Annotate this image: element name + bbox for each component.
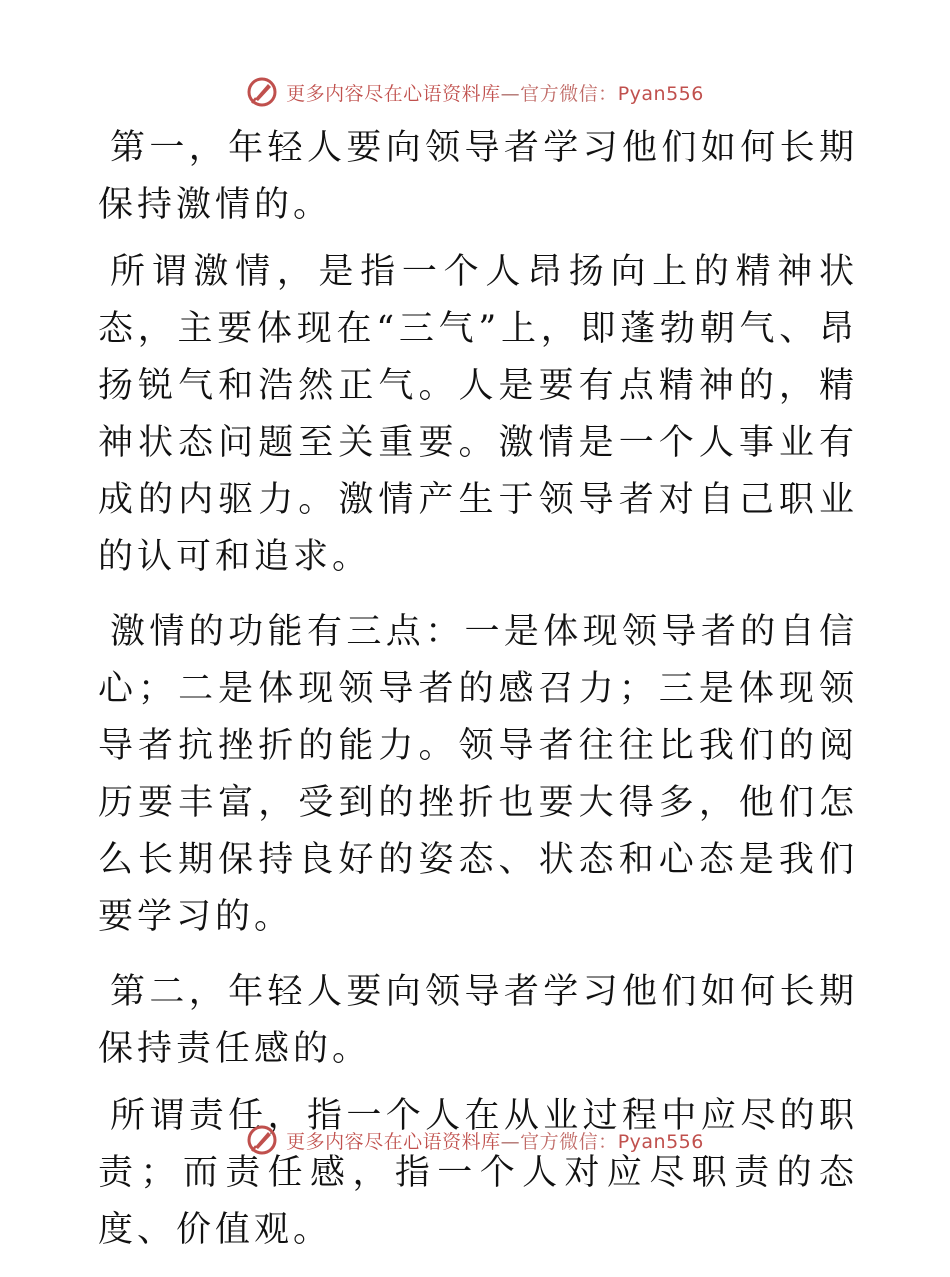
footer-watermark <box>0 1118 950 1162</box>
paragraph-heading-1: 第一，年轻人要向领导者学习他们如何长期保持激情的。 <box>98 128 858 225</box>
watermark-account: Pyan556 <box>617 82 704 105</box>
document-body <box>98 120 858 1277</box>
paragraph-responsibility-definition: 所谓责任，指一个人在从业过程中应尽的职责；而责任感，指一个人对应尽职责的态度、价值观。 <box>98 1096 858 1250</box>
watermark-main: 更多内容尽在心语资料库 <box>286 82 501 105</box>
watermark-separator: — <box>500 1130 521 1153</box>
paragraph-heading-2: 第二，年轻人要向领导者学习他们如何长期保持责任感的。 <box>98 972 858 1069</box>
paragraph-passion-functions: 激情的功能有三点：一是体现领导者的自信心；二是体现领导者的感召力；三是体现领导者抗挫折的能力。领导者往往比我们的阅历要丰富，受到的挫折也要大得多，他们怎么长期保持良好的姿态、状态和心态是我们要学习的。 <box>98 612 858 937</box>
paragraph-passion-definition: 所谓激情，是指一个人昂扬向上的精神状态，主要体现在“三气”上，即蓬勃朝气、昂扬锐气和浩然正气。人是要有点精神的，精神状态问题至关重要。激情是一个人事业有成的内驱力。激情产生于领导者对自己职业的认可和追求。 <box>98 252 858 577</box>
header-watermark <box>0 70 950 114</box>
watermark-text <box>286 79 704 106</box>
watermark-sub: 官方微信： <box>520 82 618 105</box>
quill-logo-icon <box>246 76 278 108</box>
watermark-separator: — <box>500 82 521 105</box>
watermark-text <box>286 1127 704 1154</box>
quill-logo-icon <box>246 1124 278 1156</box>
watermark-sub: 官方微信： <box>520 1130 618 1153</box>
watermark-account: Pyan556 <box>617 1130 704 1153</box>
watermark-main: 更多内容尽在心语资料库 <box>286 1130 501 1153</box>
